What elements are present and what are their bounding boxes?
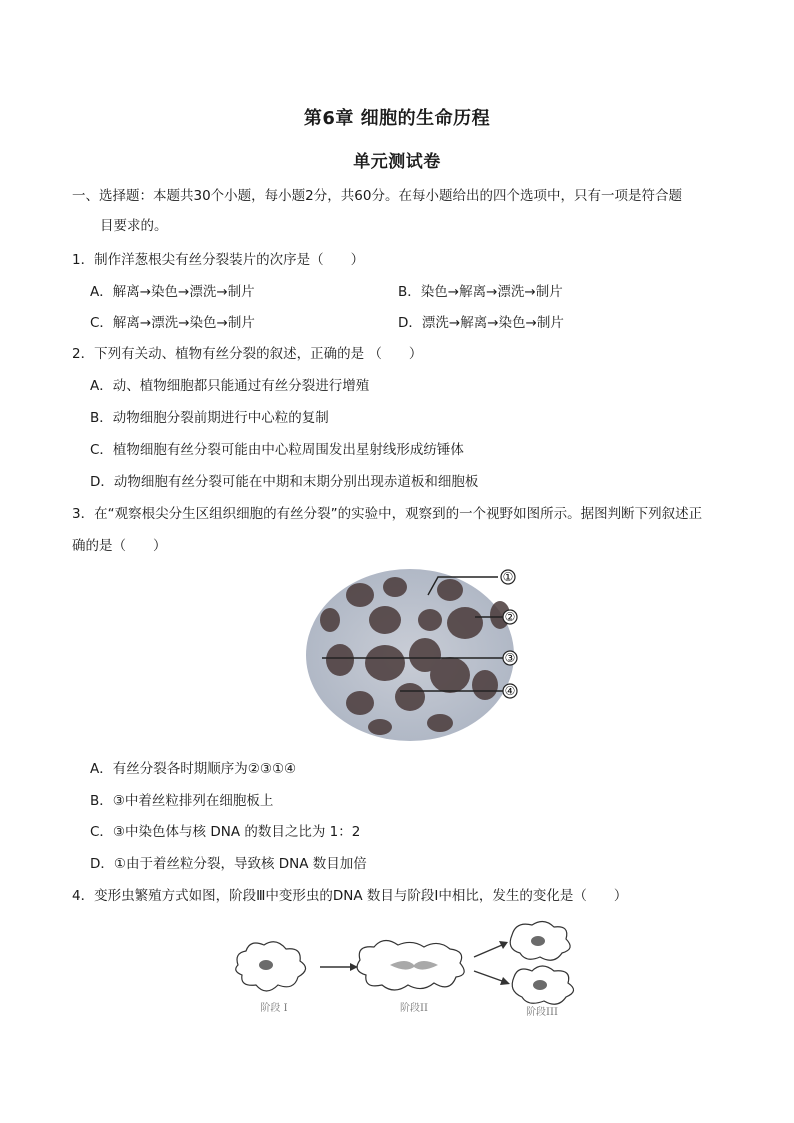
nucleus-stage-1: [259, 960, 273, 970]
q1-option-b: B．染色→解离→漂洗→制片: [398, 284, 563, 300]
micrograph-figure: [300, 565, 536, 745]
q3-option-c: C．③中染色体与核 DNA 的数目之比为 1：2: [90, 824, 361, 840]
arrow-3: [474, 971, 502, 981]
q3-stem-line2: 确的是（ ）: [72, 538, 167, 554]
stage-1-label: 阶段 I: [260, 1003, 288, 1014]
exam-subtitle: 单元测试卷: [353, 152, 441, 172]
label-1: ①: [502, 570, 514, 584]
stage-2-label: 阶段II: [400, 1003, 428, 1014]
q4-stem: 4．变形虫繁殖方式如图，阶段Ⅲ中变形虫的DNA 数目与阶段Ⅰ中相比，发生的变化是（ ）: [72, 888, 628, 904]
q3-option-d: D．①由于着丝粒分裂，导致核 DNA 数目加倍: [90, 856, 367, 872]
q1-stem: 1．制作洋葱根尖有丝分裂装片的次序是（ ）: [72, 252, 365, 268]
q3-option-b: B．③中着丝粒排列在细胞板上: [90, 793, 274, 809]
q2-option-d: D．动物细胞有丝分裂可能在中期和末期分别出现赤道板和细胞板: [90, 474, 479, 490]
label-3: ③: [504, 651, 516, 665]
q1-option-d: D．漂洗→解离→染色→制片: [398, 315, 564, 331]
section-instruction-line1: 一、选择题：本题共30个小题，每小题2分，共60分。在每小题给出的四个选项中，只有一项是符合题: [72, 188, 682, 204]
q1-option-a: A．解离→染色→漂洗→制片: [90, 284, 255, 300]
q3-option-a: A．有丝分裂各时期顺序为②③①④: [90, 761, 297, 777]
q2-option-a: A．动、植物细胞都只能通过有丝分裂进行增殖: [90, 378, 370, 394]
label-4: ④: [504, 684, 516, 698]
nucleus-stage-3-top: [531, 936, 545, 946]
q2-option-b: B．动物细胞分裂前期进行中心粒的复制: [90, 410, 329, 426]
arrow-2: [474, 945, 502, 957]
q2-option-c: C．植物细胞有丝分裂可能由中心粒周围发出星射线形成纺锤体: [90, 442, 464, 458]
stage-3-label: 阶段III: [526, 1007, 558, 1018]
chapter-title: 第6章 细胞的生命历程: [303, 108, 491, 129]
amoeba-figure: [228, 915, 588, 1020]
section-instruction-line2: 目要求的。: [100, 218, 168, 234]
q3-stem-line1: 3．在“观察根尖分生区组织细胞的有丝分裂”的实验中，观察到的一个视野如图所示。据图判断下列叙述正: [72, 506, 703, 522]
q1-option-c: C．解离→漂洗→染色→制片: [90, 315, 255, 331]
q2-stem: 2．下列有关动、植物有丝分裂的叙述，正确的是 （ ）: [72, 346, 423, 362]
label-2: ②: [504, 610, 516, 624]
nucleus-stage-3-bottom: [533, 980, 547, 990]
